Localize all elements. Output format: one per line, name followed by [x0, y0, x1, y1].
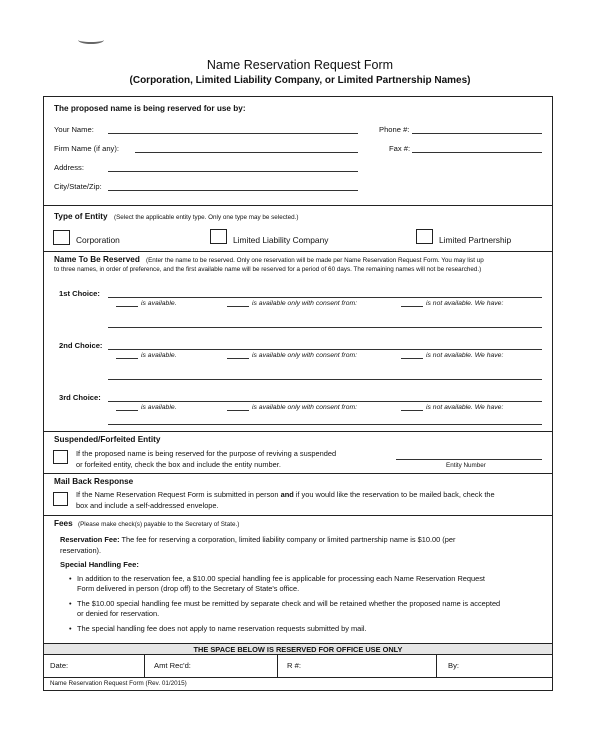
first-choice-field[interactable]	[108, 297, 542, 298]
limited-partnership-label: Limited Partnership	[439, 235, 512, 245]
first-not-available-text: is not available. We have:	[426, 300, 504, 307]
fee-bullet	[77, 624, 547, 634]
divider	[144, 655, 145, 677]
address-label: Address:	[54, 163, 84, 172]
applicant-heading: The proposed name is being reserved for use by:	[54, 104, 246, 113]
divider	[44, 431, 552, 432]
first-available-text: is available.	[141, 300, 177, 307]
corporation-label: Corporation	[76, 235, 120, 245]
suspended-text-line2: or forfeited entity, check the box and include the entity number.	[76, 459, 281, 469]
firm-name-field[interactable]	[135, 152, 358, 153]
entity-number-field[interactable]	[396, 459, 542, 460]
mail-back-and: and	[280, 490, 294, 499]
llc-label: Limited Liability Company	[233, 235, 329, 245]
mail-back-text-a: If the Name Reservation Request Form is submitted in person	[76, 490, 279, 499]
office-use-banner: THE SPACE BELOW IS RESERVED FOR OFFICE USE ONLY	[44, 643, 552, 655]
third-available-text: is available.	[141, 404, 177, 411]
second-not-available-text: is not available. We have:	[426, 352, 504, 359]
first-not-available-blank[interactable]	[401, 306, 423, 307]
city-field[interactable]	[108, 190, 358, 191]
suspended-text-line1: If the proposed name is being reserved for the purpose of reviving a suspended	[76, 449, 337, 458]
mail-back-heading: Mail Back Response	[54, 477, 134, 486]
third-choice-field[interactable]	[108, 401, 542, 402]
reservation-fee-text	[60, 535, 544, 556]
divider	[44, 251, 552, 252]
third-consent-text: is available only with consent from:	[252, 404, 358, 411]
third-notes-field[interactable]	[108, 424, 542, 425]
divider	[44, 473, 552, 474]
reservation-fee-label: Reservation Fee:	[60, 535, 120, 544]
fee-bullet	[77, 599, 547, 619]
state-seal-mark	[78, 36, 104, 44]
fees-heading: Fees	[54, 519, 73, 528]
fee-bullet-2-line1: • The $10.00 special handling fee must be remitted by separate check and will be retained whether the proposed name is accepted	[77, 599, 501, 608]
office-receipt-label: R #:	[287, 661, 301, 670]
first-choice-label: 1st Choice:	[59, 289, 100, 298]
second-available-blank[interactable]	[116, 358, 138, 359]
your-name-field[interactable]	[108, 133, 358, 134]
reservation-fee-text1: The fee for reserving a corporation, limited liability company or limited partnership name is $10.00 (per	[121, 535, 456, 544]
second-available-text: is available.	[141, 352, 177, 359]
office-by-label: By:	[448, 661, 459, 670]
mail-back-text-line2: box and include a self-addressed envelope.	[76, 500, 219, 510]
phone-label: Phone #:	[379, 125, 410, 134]
fee-bullet-1-line1: • In addition to the reservation fee, a $10.00 special handling fee is applicable for processing each Name Reservation Request	[77, 574, 485, 583]
form-subtitle: (Corporation, Limited Liability Company, or Limited Partnership Names)	[129, 75, 471, 86]
mail-back-text	[76, 490, 546, 511]
third-not-available-text: is not available. We have:	[426, 404, 504, 411]
mail-back-text-b: if you would like the reservation to be mailed back, check the	[295, 490, 495, 499]
city-label: City/State/Zip:	[54, 182, 102, 191]
reservation-form	[43, 96, 553, 691]
corporation-checkbox[interactable]	[53, 230, 70, 245]
divider	[44, 515, 552, 516]
suspended-heading: Suspended/Forfeited Entity	[54, 435, 161, 444]
second-not-available-blank[interactable]	[401, 358, 423, 359]
fee-bullet-1-line2: Form delivered in person (drop off) to the Secretary of State's office.	[77, 584, 300, 593]
entity-number-label: Entity Number	[446, 462, 486, 469]
first-available-blank[interactable]	[116, 306, 138, 307]
second-consent-blank[interactable]	[227, 358, 249, 359]
your-name-label: Your Name:	[54, 125, 94, 134]
mail-back-checkbox[interactable]	[53, 492, 68, 506]
first-consent-blank[interactable]	[227, 306, 249, 307]
fee-bullet-2-line2: or denied for reservation.	[77, 609, 160, 618]
suspended-text	[76, 449, 376, 470]
fee-bullet	[77, 574, 547, 594]
office-date-label: Date:	[50, 661, 69, 670]
second-notes-field[interactable]	[108, 379, 542, 380]
third-consent-blank[interactable]	[227, 410, 249, 411]
llc-checkbox[interactable]	[210, 229, 227, 244]
limited-partnership-checkbox[interactable]	[416, 229, 433, 244]
office-amt-label: Amt Rec'd:	[154, 661, 191, 670]
third-available-blank[interactable]	[116, 410, 138, 411]
entity-type-note: (Select the applicable entity type. Only one type may be selected.)	[114, 214, 299, 221]
second-choice-label: 2nd Choice:	[59, 341, 103, 350]
special-handling-label: Special Handling Fee:	[60, 560, 139, 569]
second-consent-text: is available only with consent from:	[252, 352, 358, 359]
form-footer: Name Reservation Request Form (Rev. 01/2015)	[44, 677, 552, 691]
suspended-checkbox[interactable]	[53, 450, 68, 464]
reservation-fee-text2: reservation).	[60, 545, 102, 555]
name-reserved-desc: (Enter the name to be reserved. Only one reservation will be made per Name Reservation Request Form. You may list up	[146, 257, 484, 264]
third-choice-label: 3rd Choice:	[59, 393, 101, 402]
first-consent-text: is available only with consent from:	[252, 300, 358, 307]
first-notes-field[interactable]	[108, 327, 542, 328]
fees-note: (Please make check(s) payable to the Secretary of State.)	[78, 521, 240, 528]
firm-name-label: Firm Name (if any):	[54, 144, 119, 153]
third-not-available-blank[interactable]	[401, 410, 423, 411]
entity-type-heading: Type of Entity	[54, 212, 108, 221]
name-reserved-desc-cont: to three names, in order of preference, and the first available name will be reserved for a period of 60 days. The remaining names will not be researched.)	[54, 266, 482, 273]
divider	[436, 655, 437, 677]
second-choice-field[interactable]	[108, 349, 542, 350]
divider	[277, 655, 278, 677]
fax-label: Fax #:	[389, 144, 411, 153]
address-field[interactable]	[108, 171, 358, 172]
fee-bullet-3-line1: • The special handling fee does not apply to name reservation requests submitted by mail.	[77, 624, 367, 633]
fax-field[interactable]	[412, 152, 542, 153]
form-title: Name Reservation Request Form	[206, 58, 394, 72]
name-reserved-heading: Name To Be Reserved	[54, 255, 140, 264]
divider	[44, 205, 552, 206]
phone-field[interactable]	[412, 133, 542, 134]
